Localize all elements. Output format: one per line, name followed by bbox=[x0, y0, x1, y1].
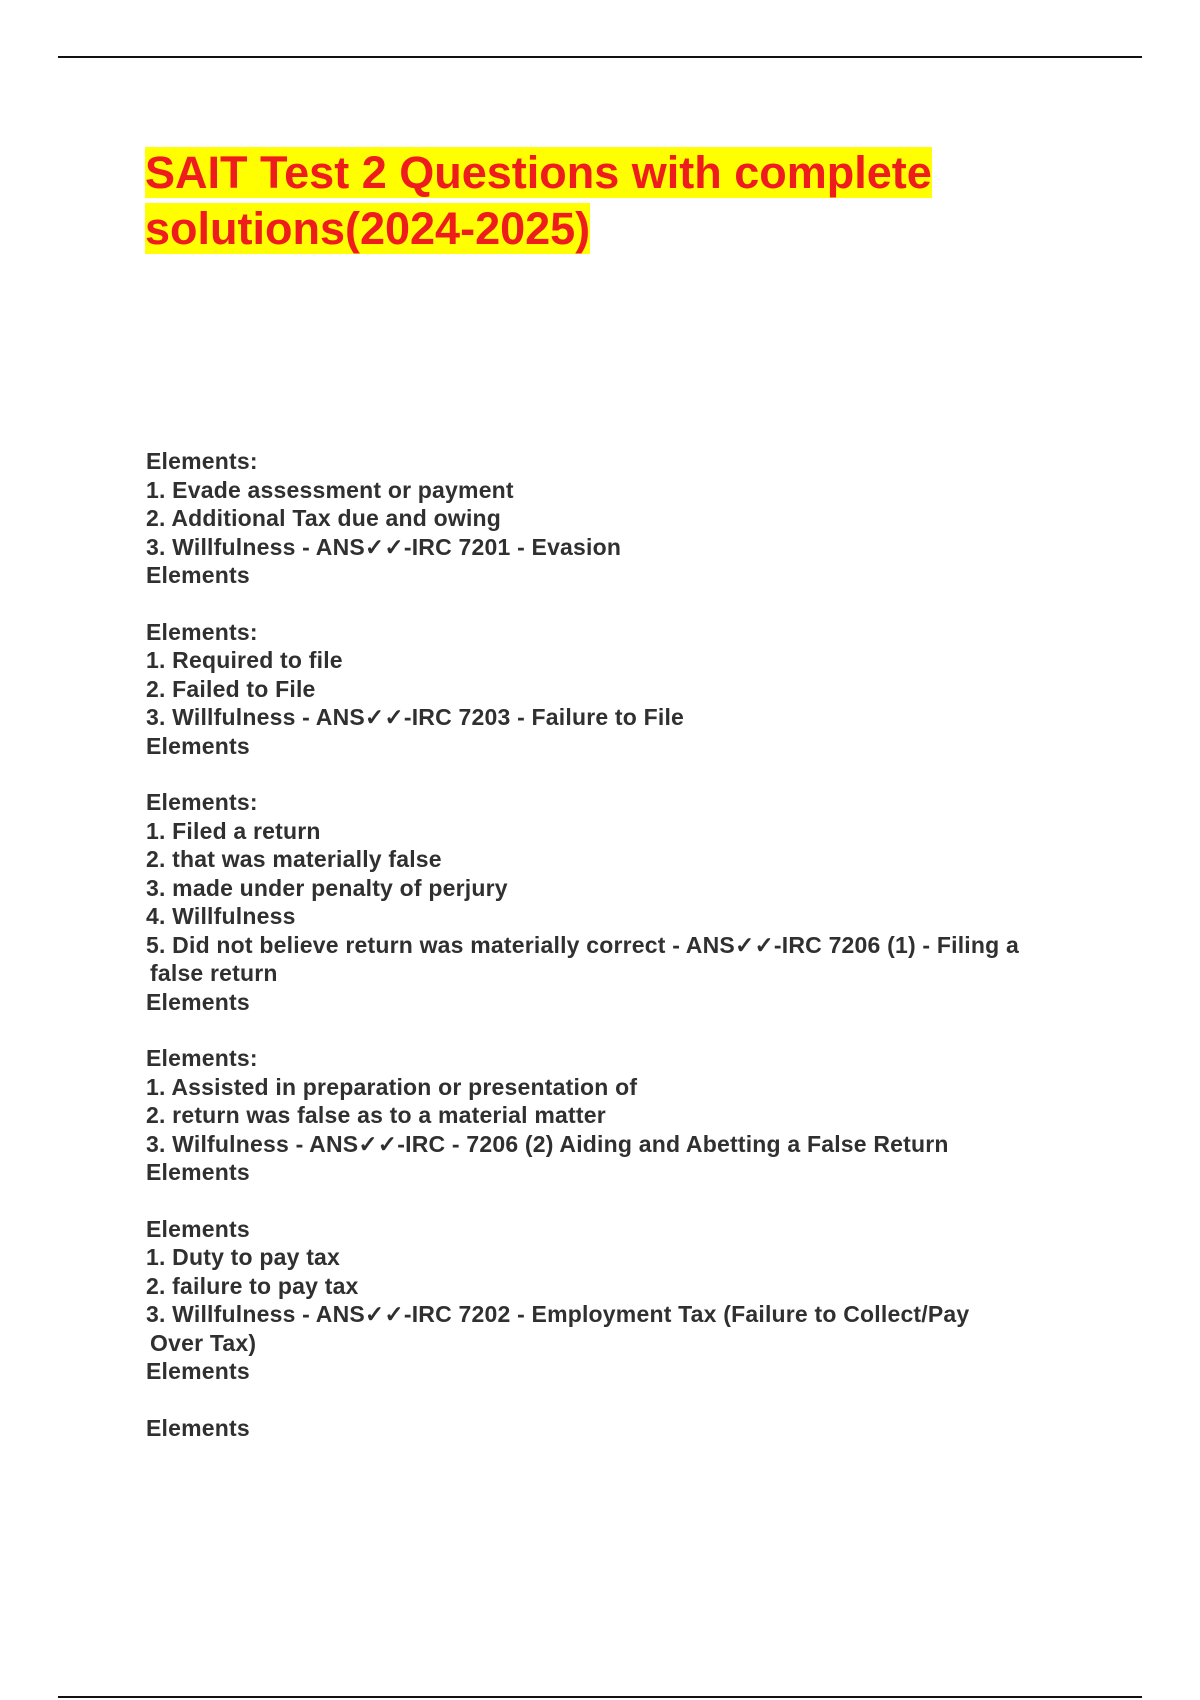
text-line: Elements bbox=[146, 1414, 250, 1441]
text-line: 2. Additional Tax due and owing bbox=[146, 505, 502, 531]
text-line: false return bbox=[150, 960, 278, 986]
text-line: 1. Duty to pay tax bbox=[146, 1244, 341, 1270]
text-line: 1. Filed a return bbox=[146, 817, 321, 844]
text-line: Elements bbox=[146, 562, 250, 588]
text-line: Elements bbox=[146, 1215, 250, 1242]
text-line: Elements bbox=[146, 732, 250, 759]
text-line: 3. Willfulness - ANS✓✓-IRC 7203 - Failure to File bbox=[146, 704, 685, 730]
document-title bbox=[145, 145, 1045, 257]
qa-block bbox=[146, 1215, 1106, 1386]
text-line: 3. Willfulness - ANS✓✓-IRC 7202 - Employment Tax (Failure to Collect/Pay bbox=[146, 1301, 970, 1327]
text-line: 5. Did not believe return was materially correct - ANS✓✓-IRC 7206 (1) - Filing a bbox=[146, 931, 1019, 958]
text-line: 1. Evade assessment or payment bbox=[146, 476, 514, 503]
title-line-1: SAIT Test 2 Questions with complete bbox=[145, 147, 932, 198]
qa-block bbox=[146, 618, 1106, 761]
text-line: Elements: bbox=[146, 1045, 258, 1071]
qa-block bbox=[146, 447, 1106, 590]
qa-block bbox=[146, 1414, 1106, 1443]
text-line: 3. made under penalty of perjury bbox=[146, 874, 508, 901]
text-line: 3. Wilfulness - ANS✓✓-IRC - 7206 (2) Aiding and Abetting a False Return bbox=[146, 1130, 949, 1157]
text-line: 2. that was materially false bbox=[146, 846, 442, 872]
qa-block bbox=[146, 1044, 1106, 1187]
text-line: 2. return was false as to a material matter bbox=[146, 1102, 606, 1128]
text-line: 4. Willfulness bbox=[146, 903, 296, 929]
text-line: 2. failure to pay tax bbox=[146, 1272, 359, 1299]
text-line: Elements bbox=[146, 988, 250, 1015]
text-line: Elements: bbox=[146, 789, 258, 815]
document-body bbox=[146, 447, 1106, 1470]
text-line: Elements bbox=[146, 1358, 250, 1384]
text-line: 1. Assisted in preparation or presentation of bbox=[146, 1073, 638, 1100]
text-line: Elements bbox=[146, 1159, 250, 1185]
bottom-rule bbox=[58, 1696, 1142, 1698]
title-line-2: solutions(2024-2025) bbox=[145, 203, 591, 254]
text-line: 3. Willfulness - ANS✓✓-IRC 7201 - Evasion bbox=[146, 533, 622, 560]
text-line: 2. Failed to File bbox=[146, 675, 316, 702]
top-rule bbox=[58, 56, 1142, 58]
text-line: 1. Required to file bbox=[146, 647, 343, 673]
qa-block bbox=[146, 788, 1106, 1016]
text-line: Elements: bbox=[146, 618, 258, 645]
text-line: Elements: bbox=[146, 448, 258, 474]
text-line: Over Tax) bbox=[150, 1329, 257, 1356]
